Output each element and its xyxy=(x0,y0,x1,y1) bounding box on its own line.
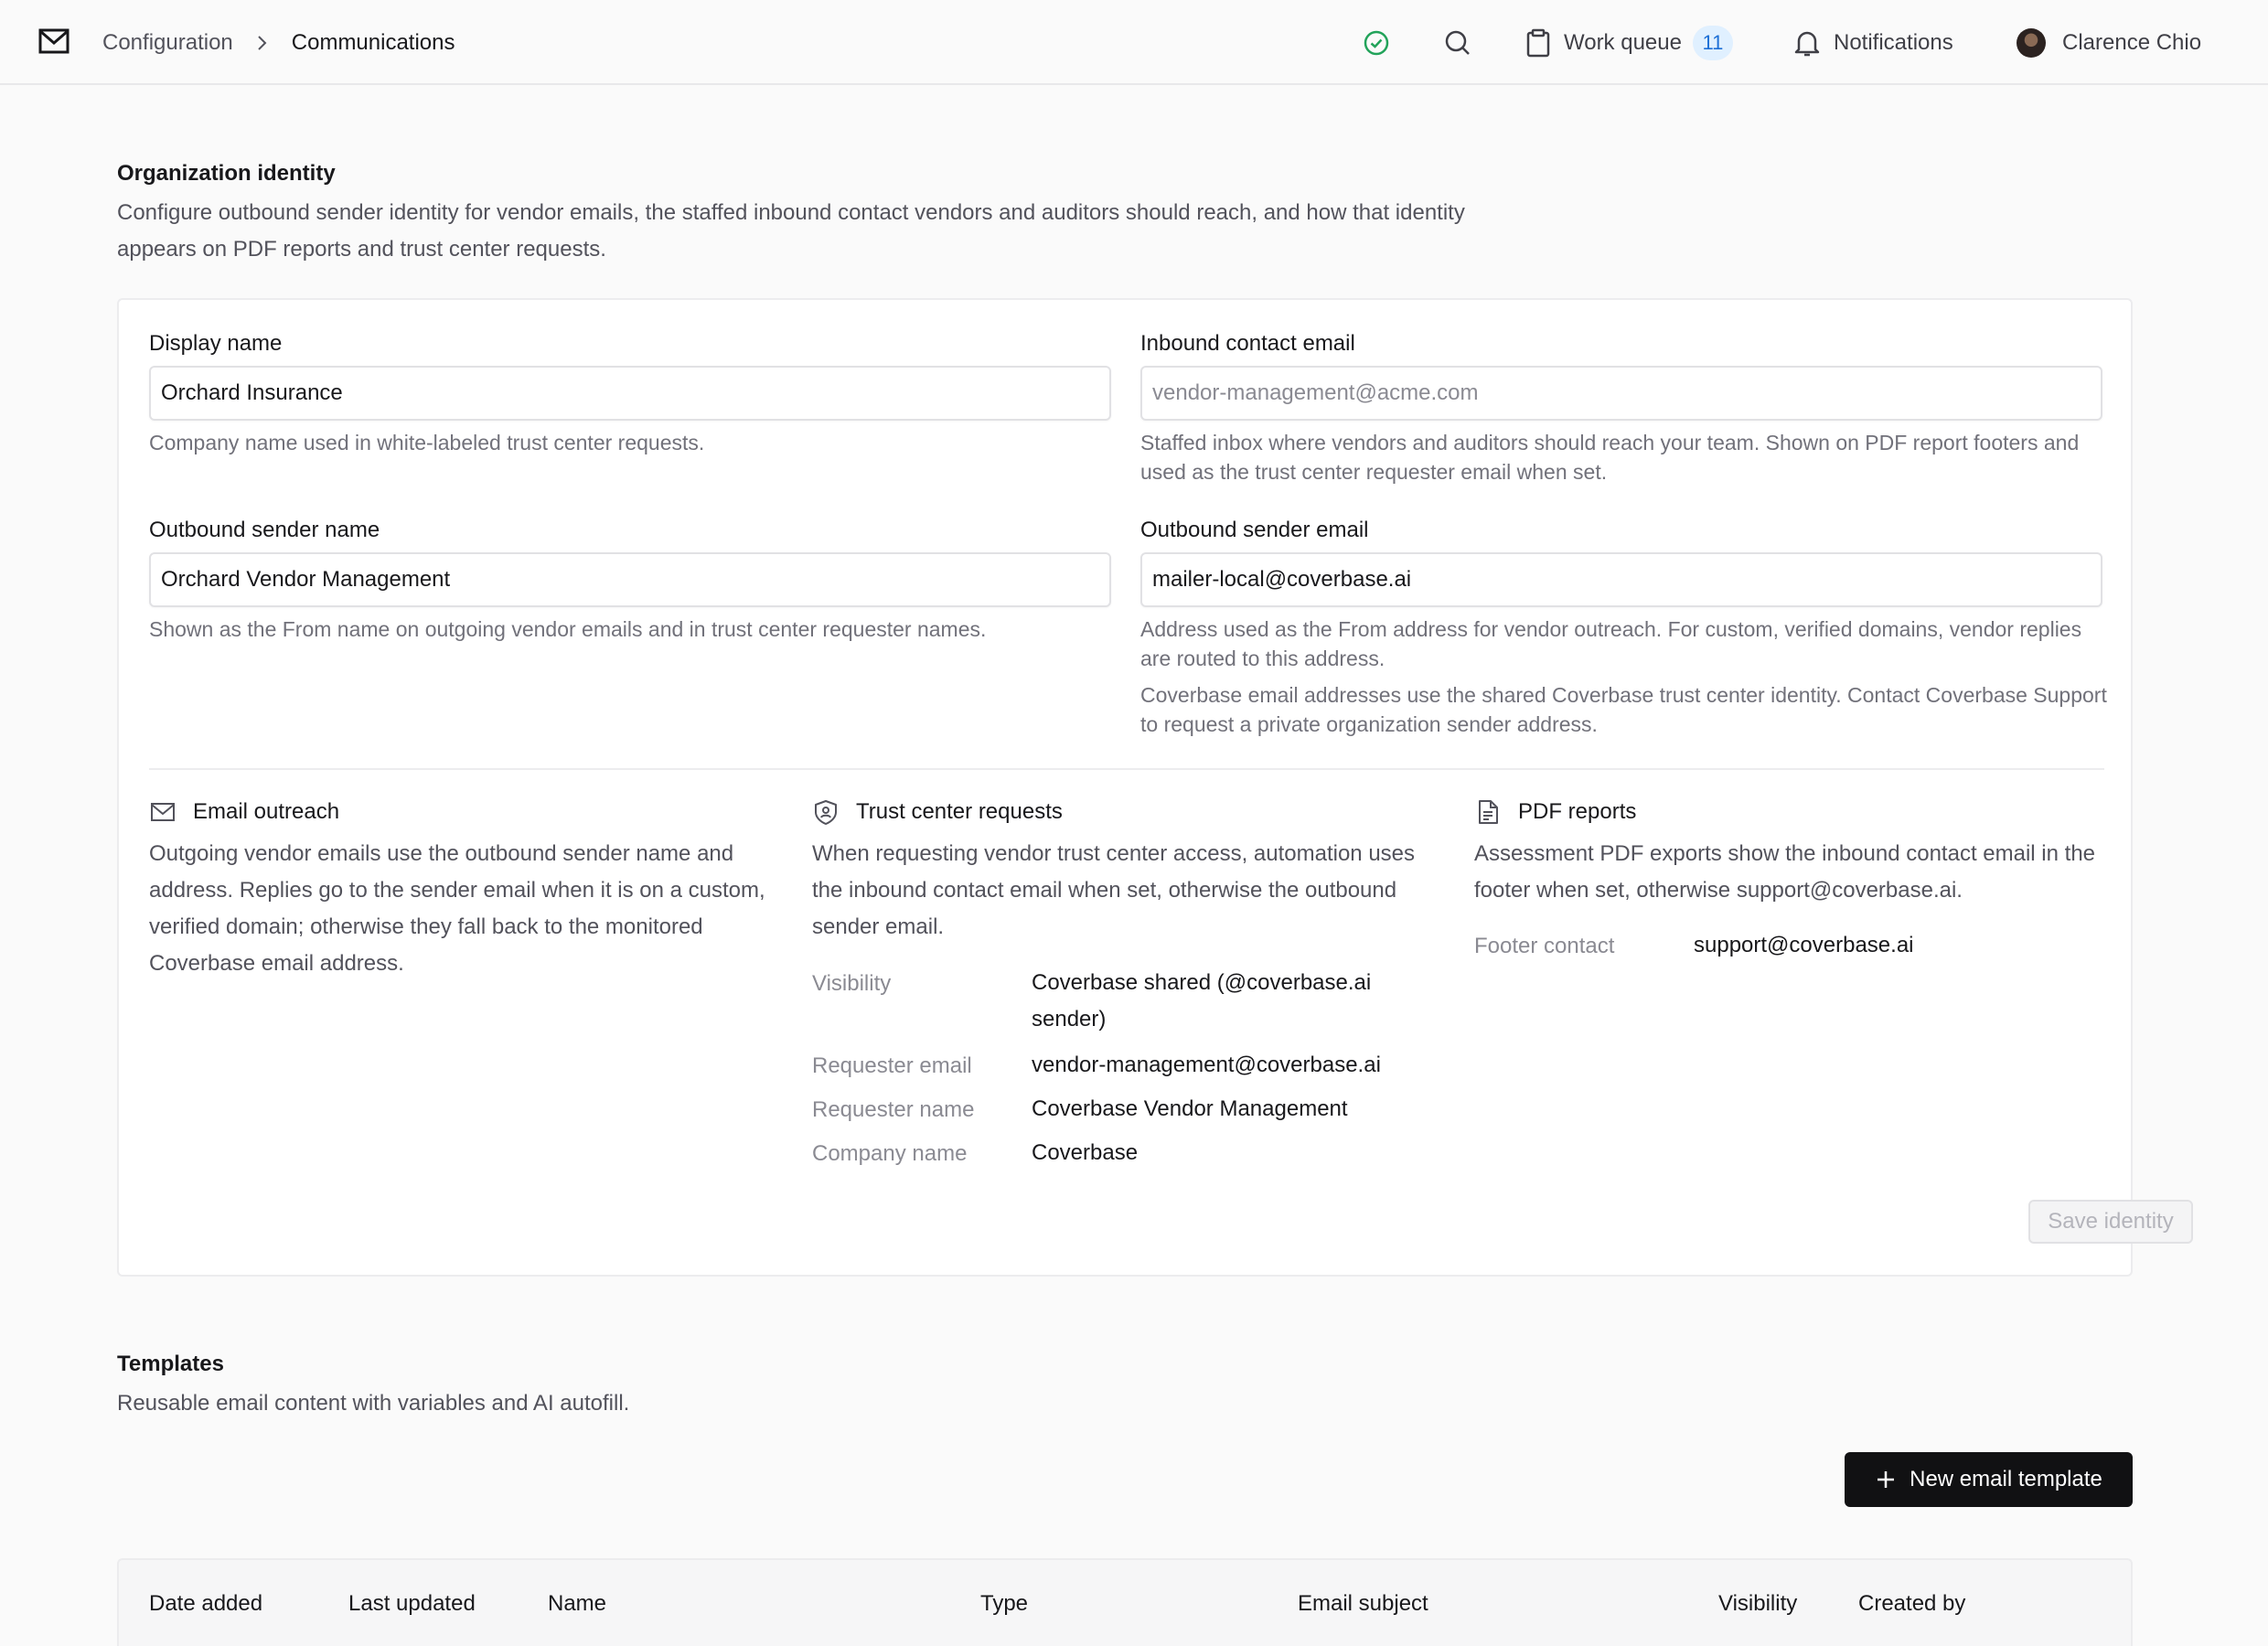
document-icon xyxy=(1474,798,1502,826)
requester-name-label: Requester name xyxy=(812,1097,975,1122)
avatar xyxy=(2017,28,2046,58)
column-created-by[interactable]: Created by xyxy=(1858,1591,1966,1616)
column-visibility[interactable]: Visibility xyxy=(1718,1591,1798,1616)
user-name: Clarence Chio xyxy=(2062,29,2202,55)
column-last-updated[interactable]: Last updated xyxy=(348,1591,476,1616)
sender-email-label: Outbound sender email xyxy=(1140,518,1369,542)
new-email-template-button[interactable] xyxy=(1845,1452,2133,1507)
sender-name-label: Outbound sender name xyxy=(149,518,380,542)
email-outreach-heading xyxy=(149,798,339,826)
sender-name-help: Shown as the From name on outgoing vendor emails and in trust center requester names. xyxy=(149,617,987,641)
divider xyxy=(149,768,2104,770)
shield-icon xyxy=(812,798,840,826)
requester-name-value: Coverbase Vendor Management xyxy=(1032,1096,1348,1121)
notifications-button[interactable] xyxy=(1793,0,1953,85)
section-title-identity: Organization identity xyxy=(117,161,336,186)
trust-center-heading xyxy=(812,798,1063,826)
company-name-value: Coverbase xyxy=(1032,1140,1139,1165)
requester-email-label: Requester email xyxy=(812,1053,972,1078)
sender-name-input[interactable] xyxy=(149,552,1111,607)
pdf-reports-body: Assessment PDF exports show the inbound contact email in the footer when set, otherwise support@coverbase.ai. xyxy=(1474,841,2096,903)
chevron-right-icon xyxy=(251,33,272,53)
pdf-reports-heading xyxy=(1474,798,1636,826)
section-title-templates: Templates xyxy=(117,1352,224,1376)
section-description-identity: Configure outbound sender identity for vendor emails, the staffed inbound contact vendors and auditors should reach, and how that identity appears on PDF reports and trust center requests. xyxy=(117,200,1465,262)
requester-email-value: vendor-management@coverbase.ai xyxy=(1032,1053,1381,1077)
visibility-label: Visibility xyxy=(812,971,892,996)
search-icon[interactable] xyxy=(1443,28,1472,58)
trust-center-body: When requesting vendor trust center access, automation uses the inbound contact email when set, otherwise the outbound sender email. xyxy=(812,841,1416,939)
new-email-template-label: New email template xyxy=(1910,1467,2102,1491)
email-outreach-body: Outgoing vendor emails use the outbound sender name and address. Replies go to the sender email when it is on a custom, verified domain; otherwise they fall back to the monitored Coverbase email address. xyxy=(149,841,765,976)
sender-email-input[interactable] xyxy=(1140,552,2102,607)
clipboard-icon xyxy=(1525,28,1551,58)
breadcrumb xyxy=(102,0,455,85)
user-menu[interactable] xyxy=(2017,0,2201,85)
check-circle-icon[interactable] xyxy=(1362,28,1391,58)
column-name[interactable]: Name xyxy=(548,1591,607,1616)
section-description-templates: Reusable email content with variables and AI autofill. xyxy=(117,1391,630,1416)
display-name-input[interactable] xyxy=(149,366,1111,421)
breadcrumb-communications: Communications xyxy=(291,29,455,55)
work-queue-count-badge: 11 xyxy=(1693,26,1733,60)
footer-contact-label: Footer contact xyxy=(1474,934,1615,958)
mail-logo-icon[interactable] xyxy=(37,25,70,58)
sender-email-help-coverbase: Coverbase email addresses use the shared Coverbase trust center identity. Contact Coverbase Support to request a private organization sender address. xyxy=(1140,683,2107,736)
footer-contact-value: support@coverbase.ai xyxy=(1694,933,1914,957)
work-queue-button[interactable] xyxy=(1525,0,1733,85)
column-type[interactable]: Type xyxy=(980,1591,1029,1616)
top-bar xyxy=(0,0,2268,85)
mail-icon xyxy=(149,798,177,826)
column-email-subject[interactable]: Email subject xyxy=(1298,1591,1428,1616)
work-queue-label: Work queue xyxy=(1564,29,1682,55)
column-date-added[interactable]: Date added xyxy=(149,1591,263,1616)
bell-icon xyxy=(1793,28,1821,58)
pdf-reports-title: PDF reports xyxy=(1518,799,1637,824)
trust-center-title: Trust center requests xyxy=(856,799,1063,824)
company-name-label: Company name xyxy=(812,1141,968,1166)
sender-email-help: Address used as the From address for vendor outreach. For custom, verified domains, vendor replies are routed to this address. xyxy=(1140,617,2082,670)
inbound-email-help: Staffed inbox where vendors and auditors should reach your team. Shown on PDF report footers and used as the trust center requester email when set. xyxy=(1140,431,2080,484)
email-outreach-title: Email outreach xyxy=(193,799,340,824)
notifications-label: Notifications xyxy=(1834,29,1953,55)
display-name-label: Display name xyxy=(149,331,283,356)
display-name-help: Company name used in white-labeled trust center requests. xyxy=(149,431,705,454)
visibility-value: Coverbase shared (@coverbase.ai sender) xyxy=(1032,970,1372,1031)
save-identity-button[interactable]: Save identity xyxy=(2028,1200,2193,1244)
identity-card xyxy=(117,298,2174,1277)
breadcrumb-configuration[interactable]: Configuration xyxy=(102,29,233,55)
inbound-email-input[interactable] xyxy=(1140,366,2102,421)
inbound-email-label: Inbound contact email xyxy=(1140,331,1355,356)
templates-table-header xyxy=(117,1558,2133,1646)
plus-icon xyxy=(1875,1469,1897,1491)
